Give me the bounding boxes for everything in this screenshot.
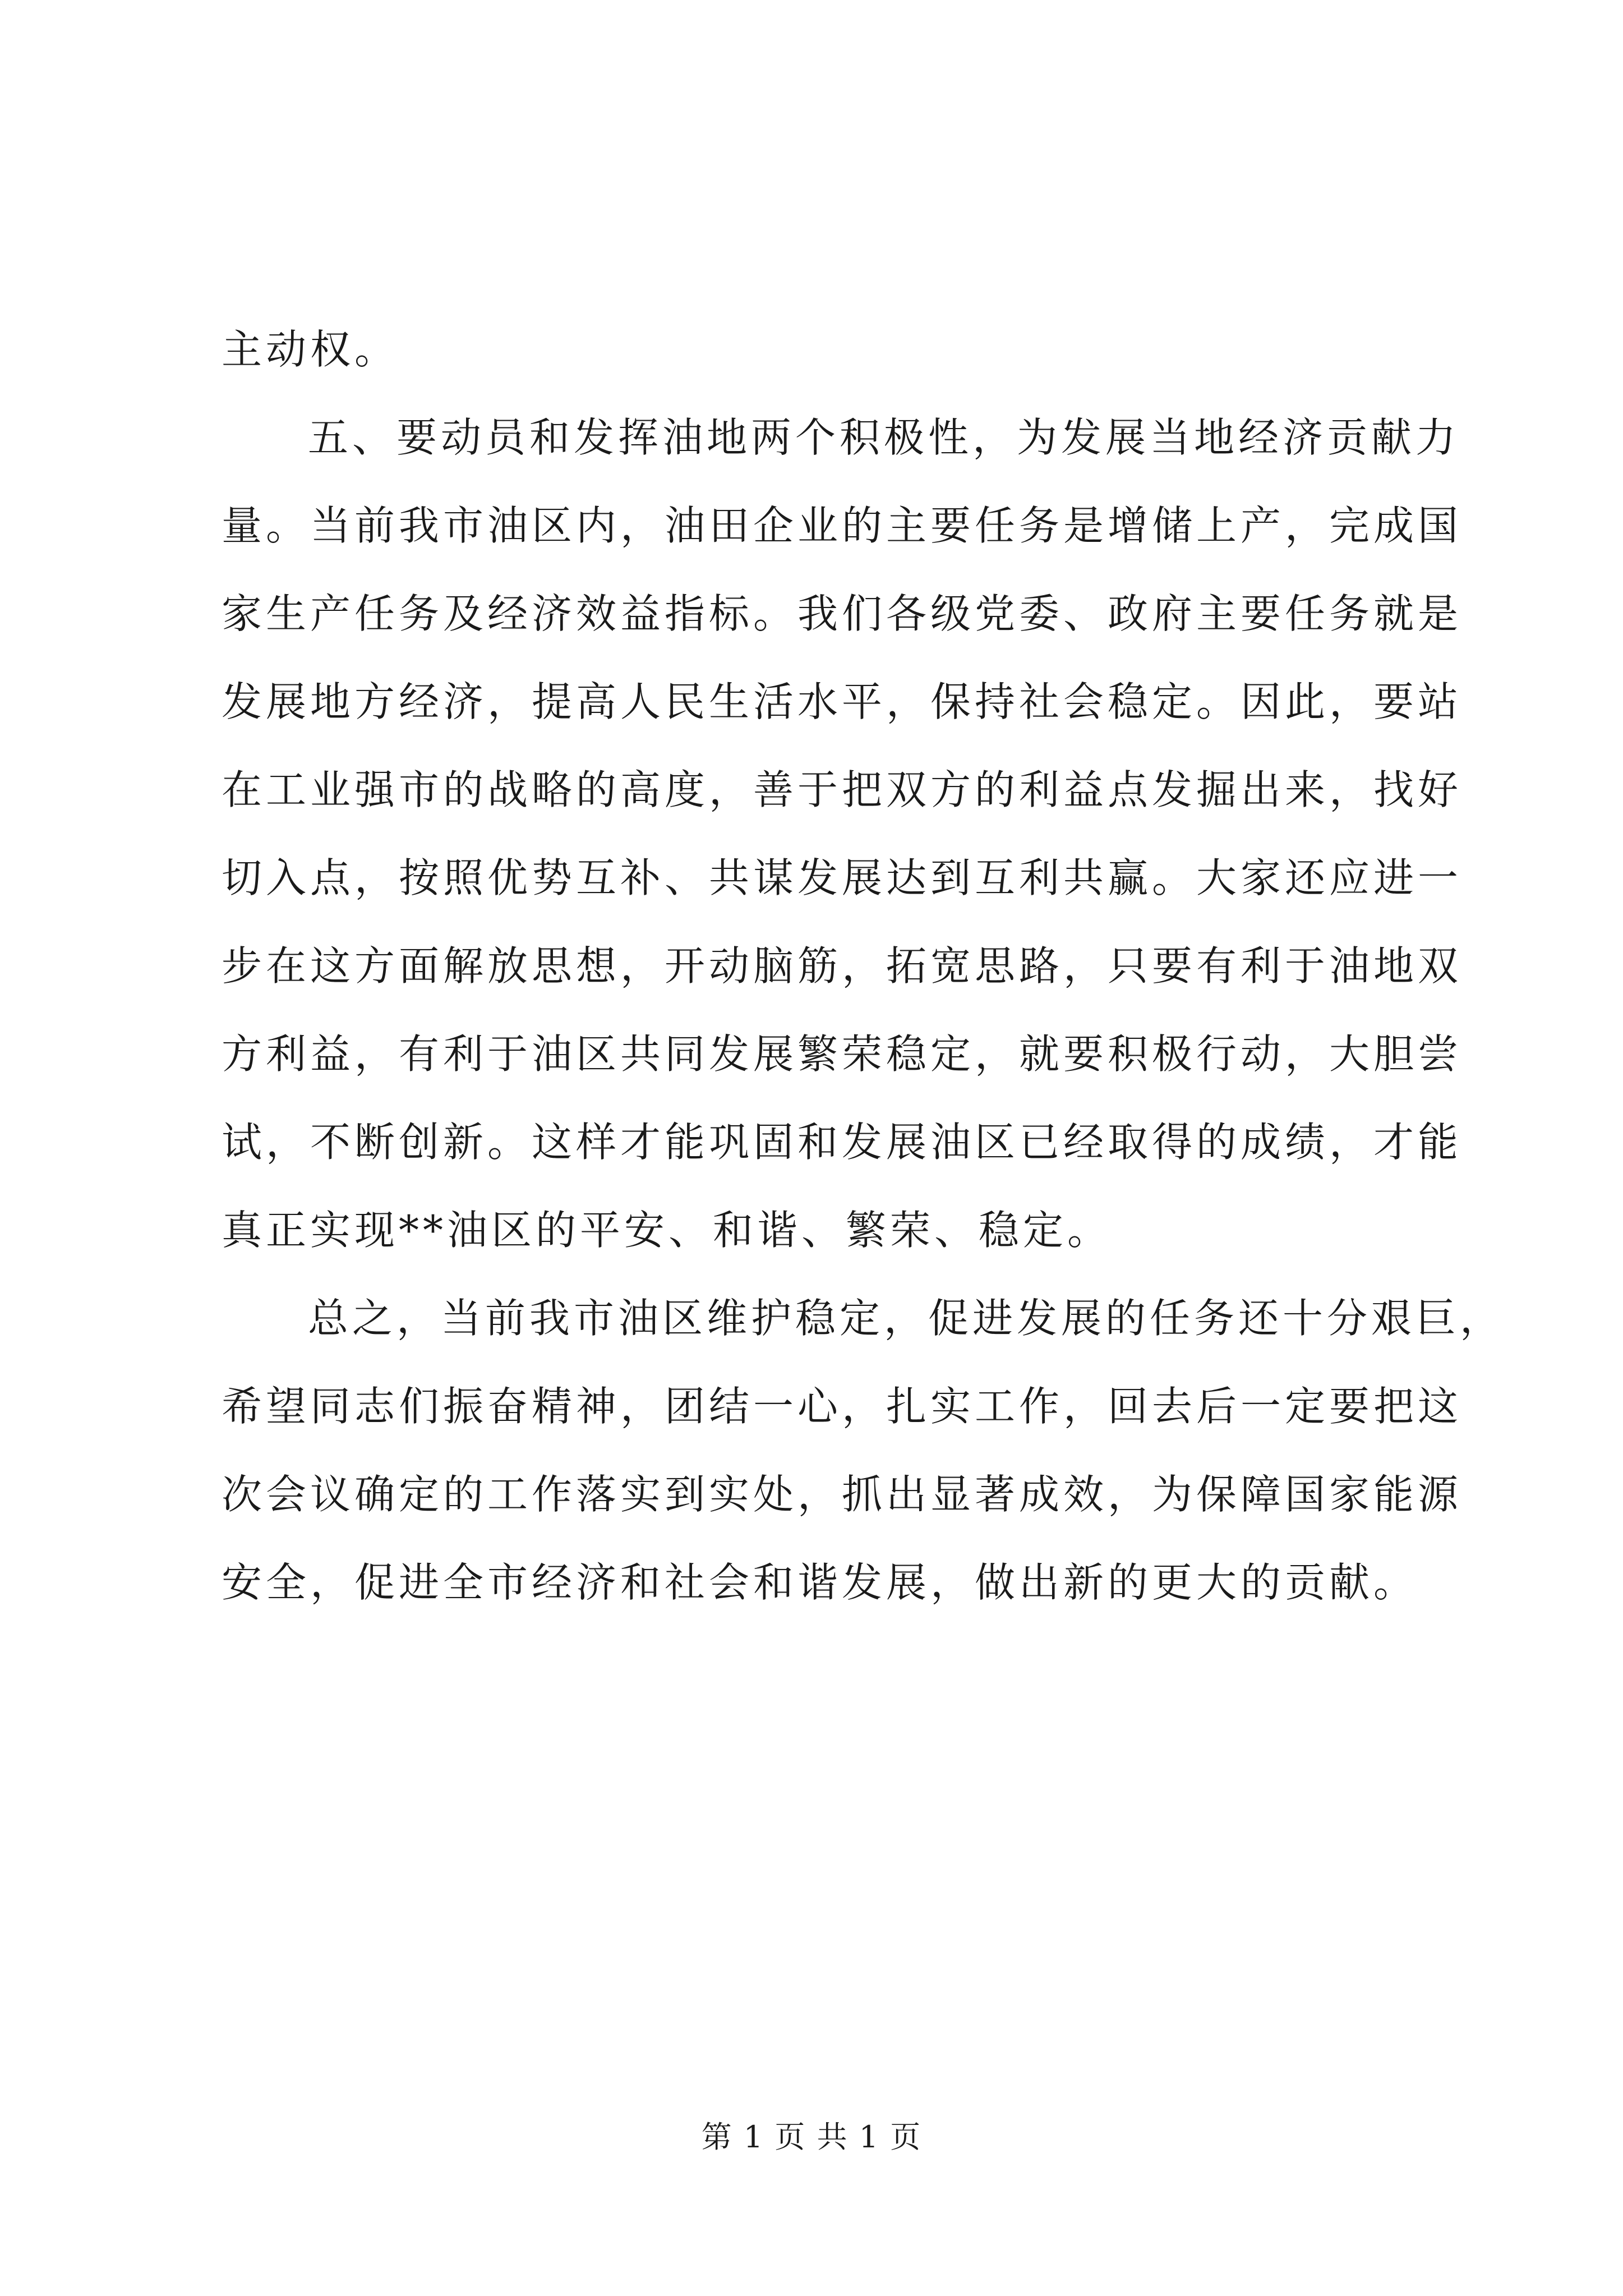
- text-line: 方利益，有利于油区共同发展繁荣稳定，就要积极行动，大胆尝: [222, 1030, 1463, 1078]
- text-line: 次会议确定的工作落实到实处，抓出显著成效，为保障国家能源: [222, 1471, 1463, 1518]
- text-line: 主动权。: [222, 326, 399, 373]
- text-line: 步在这方面解放思想，开动脑筋，拓宽思路，只要有利于油地双: [222, 942, 1463, 990]
- text-line: 量。当前我市油区内，油田企业的主要任务是增储上产，完成国: [222, 502, 1463, 549]
- text-line: 总之，当前我市油区维护稳定，促进发展的任务还十分艰巨，: [308, 1295, 1505, 1342]
- text-line: 安全，促进全市经济和社会和谐发展，做出新的更大的贡献。: [222, 1559, 1418, 1606]
- text-line: 发展地方经济，提高人民生活水平，保持社会稳定。因此，要站: [222, 678, 1463, 725]
- page-footer: 第 1 页 共 1 页: [701, 2119, 922, 2155]
- text-line: 希望同志们振奋精神，团结一心，扎实工作，回去后一定要把这: [222, 1383, 1463, 1430]
- document-body: [222, 306, 1505, 1627]
- text-line: 在工业强市的战略的高度，善于把双方的利益点发掘出来，找好: [222, 766, 1463, 813]
- text-line: 真正实现**油区的平安、和谐、繁荣、稳定。: [222, 1207, 1112, 1254]
- text-line: 试，不断创新。这样才能巩固和发展油区已经取得的成绩，才能: [222, 1119, 1463, 1166]
- text-line: 五、要动员和发挥油地两个积极性，为发展当地经济贡献力: [308, 414, 1460, 461]
- text-line: 切入点，按照优势互补、共谋发展达到互利共赢。大家还应进一: [222, 854, 1463, 901]
- text-line: 家生产任务及经济效益指标。我们各级党委、政府主要任务就是: [222, 590, 1463, 637]
